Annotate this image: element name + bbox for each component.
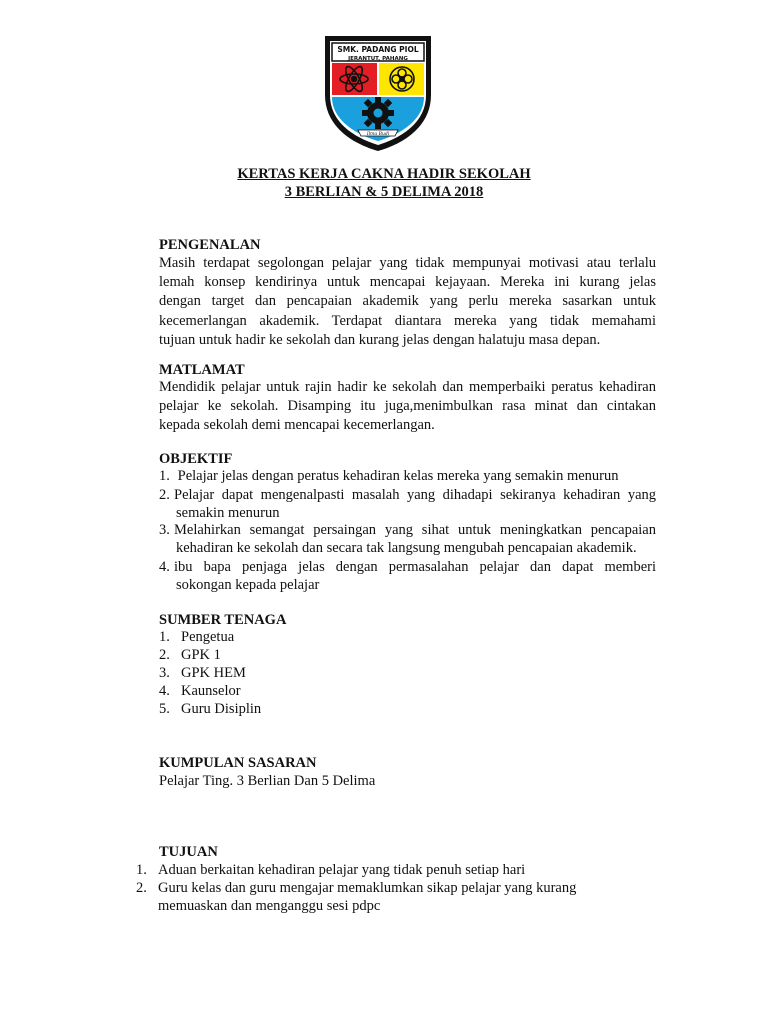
tujuan-item xyxy=(136,861,525,879)
list-number: 4. xyxy=(159,559,170,575)
tujuan-item-text: Aduan berkaitan kehadiran pelajar yang tidak penuh setiap hari xyxy=(158,862,526,878)
matlamat-heading: MATLAMAT xyxy=(159,362,245,378)
gear-icon xyxy=(362,97,394,129)
objektif-item-continuation: sokongan kepada pelajar xyxy=(176,577,320,593)
list-number: 2. xyxy=(159,647,170,663)
sumber-tenaga-heading: SUMBER TENAGA xyxy=(159,612,287,628)
sumber-tenaga-item xyxy=(159,646,221,664)
tujuan-item-text: Guru kelas dan guru mengajar memaklumkan sikap pelajar yang kurang xyxy=(158,880,577,896)
matlamat-line: Mendidik pelajar untuk rajin hadir ke sekolah dan memperbaiki peratus kehadiran xyxy=(159,379,656,395)
matlamat-line: pelajar ke sekolah. Disamping itu juga,menimbulkan rasa minat dan cintakan xyxy=(159,398,656,415)
school-crest-logo xyxy=(322,33,434,153)
list-number: 2. xyxy=(136,880,147,896)
kumpulan-sasaran-text: Pelajar Ting. 3 Berlian Dan 5 Delima xyxy=(159,773,376,789)
pengenalan-line: lemah konsep kendirinya untuk mencapai kejayaan. Mereka ini kurang jelas xyxy=(159,274,656,291)
objektif-heading: OBJEKTIF xyxy=(159,451,233,467)
document-subtitle: 3 BERLIAN & 5 DELIMA 2018 xyxy=(284,184,484,200)
crest-motto: Ilmu Budi xyxy=(366,132,390,137)
tujuan-item xyxy=(136,879,576,897)
kumpulan-sasaran-heading: KUMPULAN SASARAN xyxy=(159,755,317,771)
objektif-item-text: Pelajar dapat mengenalpasti masalah yang dihadapi sekiranya kehadiran yang xyxy=(174,487,656,503)
objektif-item-text: ibu bapa penjaga jelas dengan permasalahan pelajar dan dapat memberi xyxy=(174,559,656,575)
sumber-tenaga-label: Pengetua xyxy=(181,629,235,645)
list-number: 2. xyxy=(159,487,170,503)
sumber-tenaga-label: Kaunselor xyxy=(181,683,241,699)
tujuan-item-continuation: memuaskan dan menganggu sesi pdpc xyxy=(158,898,381,914)
sumber-tenaga-label: GPK 1 xyxy=(181,647,221,663)
list-number: 1. xyxy=(159,468,170,484)
list-number: 3. xyxy=(159,665,170,681)
list-number: 4. xyxy=(159,683,170,699)
list-number: 3. xyxy=(159,522,170,538)
pengenalan-line: Masih terdapat segolongan pelajar yang tidak mempunyai motivasi atau terlalu xyxy=(159,255,656,271)
objektif-item-text: Pelajar jelas dengan peratus kehadiran kelas mereka yang semakin menurun xyxy=(174,468,619,484)
crest-school-location: JERANTUT, PAHANG xyxy=(348,56,408,62)
matlamat-paragraph xyxy=(159,378,656,436)
pengenalan-line: tujuan untuk hadir ke sekolah dan kurang jelas dengan halatuju masa depan. xyxy=(159,331,601,348)
objektif-item-continuation: kehadiran ke sekolah dan secara tak langsung mengubah pencapaian akademik. xyxy=(176,540,637,556)
objektif-item-text: Melahirkan semangat persaingan yang sihat untuk meningkatkan pencapaian xyxy=(174,522,656,538)
objektif-item xyxy=(159,558,656,577)
pengenalan-paragraph xyxy=(159,254,656,350)
objektif-item xyxy=(159,467,656,486)
list-number: 5. xyxy=(159,701,170,717)
sumber-tenaga-label: Guru Disiplin xyxy=(181,701,262,717)
pengenalan-heading: PENGENALAN xyxy=(159,237,261,253)
sumber-tenaga-item xyxy=(159,664,246,682)
pengenalan-line: dengan target dan pencapaian akademik yang perlu mereka sasarkan untuk xyxy=(159,293,656,310)
objektif-item xyxy=(159,486,656,505)
sumber-tenaga-item xyxy=(159,682,241,700)
matlamat-line: kepada sekolah demi mencapai kecemerlangan. xyxy=(159,417,435,434)
sumber-tenaga-label: GPK HEM xyxy=(181,665,246,681)
sumber-tenaga-item xyxy=(159,628,234,646)
crest-school-name: SMK. PADANG PIOL xyxy=(337,45,419,54)
pengenalan-line: kecemerlangan akademik. Terdapat diantara mereka yang tidak memahami xyxy=(159,312,656,329)
document-title: KERTAS KERJA CAKNA HADIR SEKOLAH xyxy=(237,166,531,182)
list-number: 1. xyxy=(136,862,147,878)
objektif-item xyxy=(159,521,656,540)
tujuan-heading: TUJUAN xyxy=(159,844,218,860)
sumber-tenaga-item xyxy=(159,700,261,718)
objektif-item-continuation: semakin menurun xyxy=(176,505,280,521)
list-number: 1. xyxy=(159,629,170,645)
